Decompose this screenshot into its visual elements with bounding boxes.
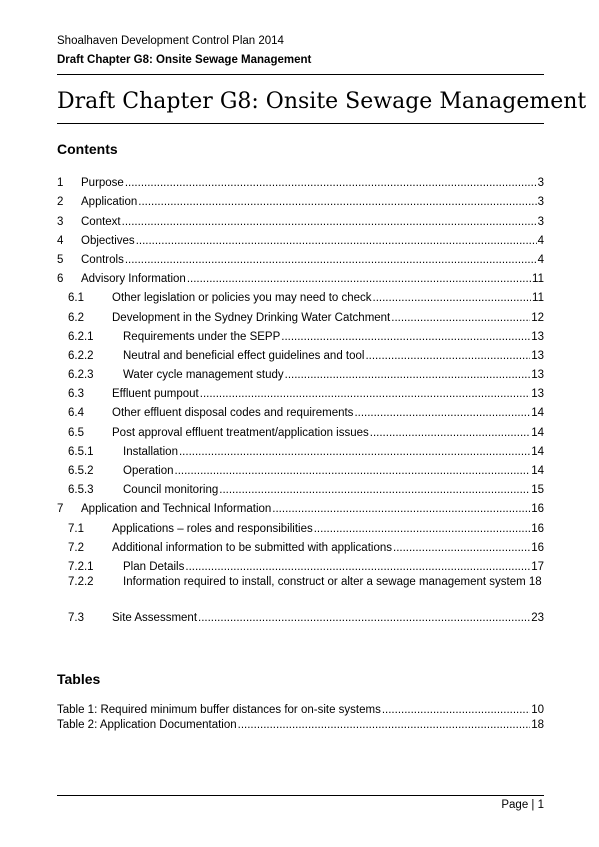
toc-entry-label: Other legislation or policies you may need to check [112,292,372,305]
toc-entry-number: 2 [57,196,64,209]
toc-entry-label: Requirements under the SEPP [123,330,281,343]
toc-entry[interactable] [57,209,544,228]
toc-leader-dots [281,330,530,344]
toc-entry-number: 6.2.1 [68,330,94,343]
toc-entry-label: Information required to install, construct or alter a sewage management system 18 [123,575,542,588]
toc-entry-label: Post approval effluent treatment/application issues [112,426,369,439]
toc-entry[interactable] [57,267,544,286]
toc-leader-dots [122,215,537,229]
toc-entry-label: Advisory Information [81,273,186,286]
running-header-doc-title: Shoalhaven Development Control Plan 2014 [57,35,284,47]
toc-entry[interactable] [57,478,544,497]
toc-leader-dots [187,272,531,286]
toc-entry-page: 17 [531,560,544,573]
toc-entry-label: Application [81,196,138,209]
toc-leader-dots [314,522,530,536]
toc-leader-dots [200,387,530,401]
page-title: Draft Chapter G8: Onsite Sewage Management [57,89,587,114]
toc-entry-page: 3 [537,215,544,228]
table-list-page: 10 [531,704,544,716]
toc-entry-number: 7.2 [68,541,84,554]
toc-entry[interactable] [57,516,544,535]
toc-entry[interactable] [57,248,544,267]
toc-entry-page: 11 [532,273,544,286]
toc-leader-dots [125,176,537,190]
toc-entry-page: 13 [531,349,544,362]
toc-leader-dots [185,560,530,574]
toc-entry[interactable] [57,363,544,382]
toc-leader-dots [219,483,530,497]
table-list-leader-dots [382,703,530,717]
toc-entry-page: 15 [531,484,544,497]
toc-entry-page: 3 [537,196,544,209]
toc-entry-number: 5 [57,253,64,266]
toc-entry[interactable] [57,344,544,363]
toc-entry-number: 6.5 [68,426,84,439]
contents-heading: Contents [57,141,118,157]
toc-entry-page: 16 [531,503,544,516]
toc-leader-dots [285,368,531,382]
toc-entry[interactable] [57,440,544,459]
toc-entry-number: 7 [57,503,64,516]
toc-entry-number: 6.3 [68,388,84,401]
toc-entry[interactable] [57,382,544,401]
toc-entry-number: 6.2 [68,311,84,324]
footer-rule [57,795,544,796]
toc-entry-page: 16 [531,522,544,535]
toc-entry-number: 6.5.2 [68,465,94,477]
table-list-label: Table 1: Required minimum buffer distances for on-site systems [57,704,381,716]
list-of-tables [57,702,544,732]
toc-entry[interactable] [57,171,544,190]
toc-entry-label: Neutral and beneficial effect guidelines and tool [123,349,365,362]
toc-entry-number: 7.2.2 [68,575,94,588]
toc-entry-page: 16 [531,541,544,554]
toc-entry-page: 14 [531,426,544,439]
toc-leader-dots [125,253,537,267]
header-rule [57,74,544,75]
toc-entry-page: 14 [531,465,544,477]
toc-entry-number: 7.1 [68,522,84,535]
toc-entry-label: Other effluent disposal codes and requirements [112,407,354,420]
toc-entry-label: Plan Details [123,560,185,573]
toc-leader-dots [393,541,530,555]
toc-entry-label: Context [81,215,121,228]
toc-leader-dots [370,426,530,440]
toc-entry-number: 6.5.1 [68,445,94,458]
toc-leader-dots [365,349,530,363]
toc-leader-dots [391,311,530,325]
toc-entry[interactable] [57,401,544,420]
toc-entry-page: 14 [531,407,544,420]
toc-entry[interactable] [57,606,544,625]
toc-entry-label: Controls [81,253,124,266]
toc-entry-label: Applications – roles and responsibilities [112,522,313,535]
toc-entry-label: Council monitoring [123,484,219,497]
toc-entry[interactable] [57,497,544,516]
toc-entry-page: 4 [537,234,544,247]
toc-entry-label: Effluent pumpout [112,388,199,401]
toc-entry-number: 6.2.3 [68,369,94,382]
table-list-page: 18 [531,719,544,731]
toc-entry[interactable] [57,305,544,324]
toc-leader-dots [136,234,537,248]
toc-leader-dots [175,464,531,478]
table-list-leader-dots [238,718,531,732]
toc-leader-dots [272,502,530,516]
toc-entry-page: 4 [537,253,544,266]
table-list-entry[interactable] [57,702,544,717]
table-of-contents [57,171,544,625]
toc-entry-label: Operation [123,465,174,477]
toc-leader-dots [373,291,532,305]
toc-entry-number: 6.5.3 [68,484,94,497]
toc-entry-number: 4 [57,234,64,247]
toc-entry-number: 6.4 [68,407,84,420]
toc-entry-label: Objectives [81,234,135,247]
toc-entry[interactable] [57,459,544,478]
toc-entry-page: 13 [531,330,544,343]
toc-entry-number: 6 [57,273,64,286]
toc-leader-dots [138,195,536,209]
toc-entry-number: 7.2.1 [68,560,94,573]
toc-entry-label: Site Assessment [112,612,198,625]
toc-entry[interactable] [57,420,544,439]
toc-entry-number: 7.3 [68,612,84,625]
toc-entry-page: 14 [531,445,544,458]
toc-entry-page: 13 [531,388,544,401]
toc-entry-number: 3 [57,215,64,228]
toc-entry-page: 13 [531,369,544,382]
toc-entry-label: Additional information to be submitted with applications [112,541,392,554]
toc-entry-page: 11 [532,292,544,305]
toc-entry[interactable] [57,286,544,305]
running-header-chapter-title: Draft Chapter G8: Onsite Sewage Management [57,54,312,66]
page-number: Page | 1 [501,799,544,811]
toc-entry-page: 3 [537,177,544,190]
toc-entry-label: Development in the Sydney Drinking Water Catchment [112,311,391,324]
toc-entry-label: Application and Technical Information [81,503,272,516]
toc-entry[interactable] [57,190,544,209]
toc-entry-number: 1 [57,177,64,190]
toc-leader-dots [354,406,530,420]
toc-entry-label: Water cycle management study [123,369,284,382]
toc-leader-dots [198,611,530,625]
toc-entry[interactable] [57,574,544,606]
toc-entry-label: Purpose [81,177,124,190]
toc-entry[interactable] [57,229,544,248]
toc-entry-page: 12 [531,311,544,324]
toc-entry-number: 6.2.2 [68,349,94,362]
toc-entry-page: 23 [531,612,544,625]
toc-leader-dots [179,445,530,459]
table-list-label: Table 2: Application Documentation [57,719,237,731]
table-list-entry[interactable] [57,717,544,732]
toc-entry-number: 6.1 [68,292,84,305]
toc-entry[interactable] [57,325,544,344]
tables-heading: Tables [57,671,101,687]
title-rule [57,123,544,124]
toc-entry[interactable] [57,555,544,574]
toc-entry[interactable] [57,536,544,555]
toc-entry-label: Installation [123,445,178,458]
